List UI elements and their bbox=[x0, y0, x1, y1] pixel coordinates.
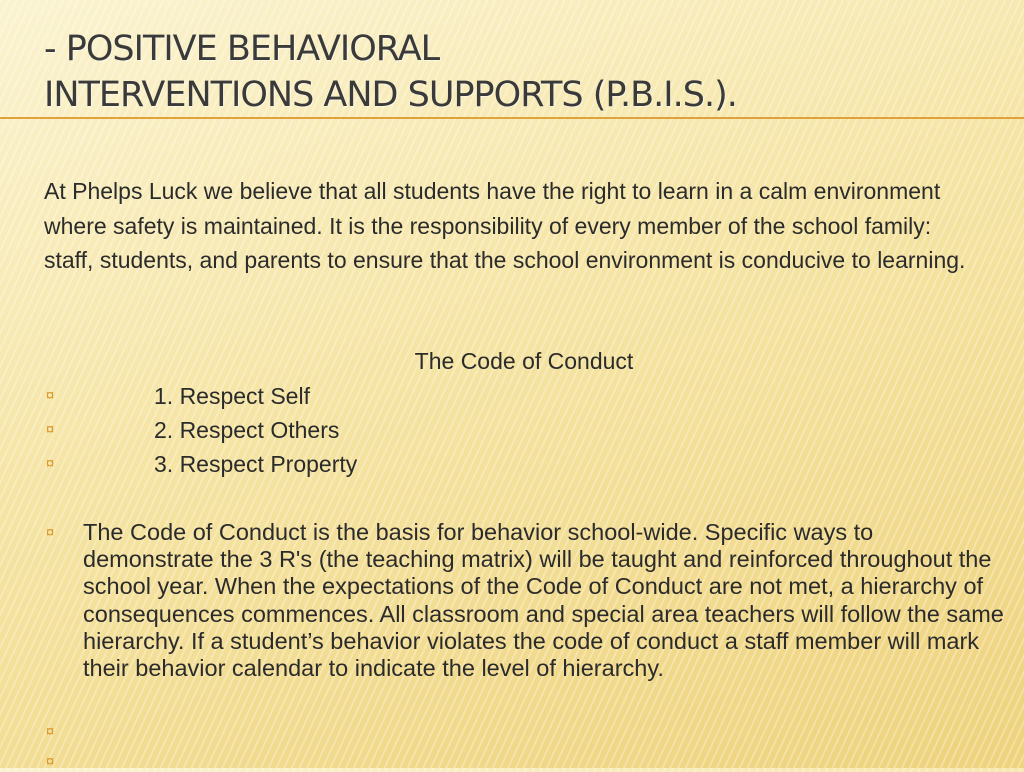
bullet-x-icon: ¤ bbox=[45, 455, 55, 472]
bullet-x-icon: ¤ bbox=[45, 723, 55, 740]
code-of-conduct-heading: The Code of Conduct bbox=[414, 348, 634, 374]
title-divider bbox=[0, 117, 1024, 119]
bullet-x-icon: ¤ bbox=[45, 421, 55, 438]
bullet-x-icon: ¤ bbox=[45, 387, 55, 404]
rule-text: 2. Respect Others bbox=[154, 417, 340, 443]
rule-text: 1. Respect Self bbox=[154, 383, 310, 409]
conduct-paragraph-item bbox=[40, 519, 1004, 682]
empty-bullet-item bbox=[40, 722, 60, 742]
rule-text: 3. Respect Property bbox=[154, 451, 358, 477]
bullet-x-icon: ¤ bbox=[45, 524, 55, 541]
conduct-paragraph: The Code of Conduct is the basis for behavior school-wide. Specific ways to demonstrate the 3 R's (the teaching matrix) will be taught and reinforced throughout the school year. When the expectations of the Code of Conduct are not met, a hierarchy of consequences commences. All classroom and special area teachers will follow the same hierarchy. If a student’s behavior violates the code of conduct a staff member will mark their behavior calendar to indicate the level of hierarchy. bbox=[83, 519, 1004, 682]
empty-bullet-item bbox=[40, 752, 60, 772]
title-line-1: - POSITIVE BEHAVIORAL bbox=[44, 29, 440, 69]
slide-title bbox=[44, 26, 1004, 118]
title-line-2: INTERVENTIONS AND SUPPORTS (P.B.I.S.). bbox=[44, 75, 737, 115]
intro-paragraph: At Phelps Luck we believe that all students have the right to learn in a calm environment where safety is maintained. It is the responsibility of every member of the school family: staff, students, and parents to ensure that the school environment is conducive to learning. bbox=[44, 178, 966, 273]
bullet-x-icon: ¤ bbox=[45, 753, 55, 770]
